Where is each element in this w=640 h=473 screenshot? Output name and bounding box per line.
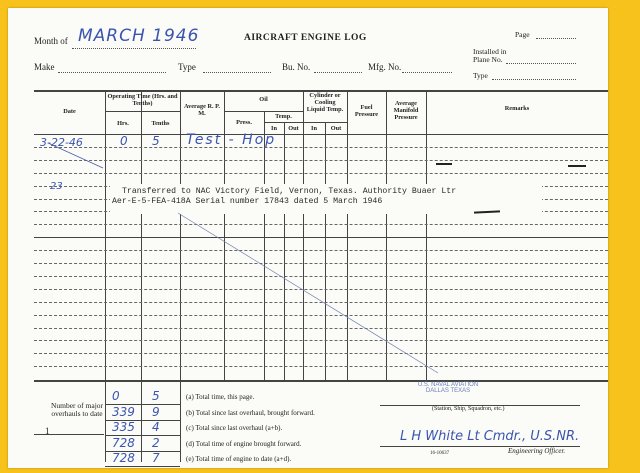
signature: L H White Lt Cmdr., U.S.NR. xyxy=(400,429,580,444)
engine-log-sheet xyxy=(8,8,608,468)
total-line xyxy=(105,466,180,467)
type2-label: Type xyxy=(473,71,488,80)
type-label: Type xyxy=(178,62,196,72)
page-title: AIRCRAFT ENGINE LOG xyxy=(244,33,367,43)
installed-label: Installed in xyxy=(473,47,507,56)
overhauls-label: Number of major overhauls to date xyxy=(50,401,104,418)
form-number: 16-10637 xyxy=(430,451,450,456)
total-tenths: 2 xyxy=(152,435,160,450)
total-col-sep xyxy=(141,382,142,462)
total-hrs: 339 xyxy=(112,404,135,419)
make-label: Make xyxy=(34,62,55,72)
col-avg-rpm: Average R. P. M. xyxy=(183,103,221,117)
month-value: MARCH 1946 xyxy=(78,26,200,46)
col-date: Date xyxy=(63,108,76,115)
total-label: (e) Total time of engine to date (a+d). xyxy=(186,455,292,463)
typed-note-line-1: Transferred to NAC Victory Field, Vernon, Texas. Authority Buaer Ltr xyxy=(122,187,457,196)
station-label: (Station, Ship, Squadron, etc.) xyxy=(432,406,505,412)
total-label: (b) Total since last overhaul, brought forward. xyxy=(186,408,315,417)
col-cyl-out: Out xyxy=(330,125,342,132)
col-hrs: Hrs. xyxy=(117,120,129,127)
total-tenths: 7 xyxy=(152,451,160,465)
mfg-no-label: Mfg. No. xyxy=(368,62,402,72)
entry-hrs-1: 0 xyxy=(120,134,128,148)
col-temp-out: Out xyxy=(288,125,299,132)
total-col-sep xyxy=(180,382,181,462)
col-fuel: Fuel Pressure xyxy=(354,104,379,118)
stamp-line-1: U.S. NAVAL AVIATION xyxy=(417,382,479,388)
total-hrs: 728 xyxy=(112,435,135,450)
entry-tenths-1: 5 xyxy=(152,134,160,148)
entry-date-2: 23 xyxy=(50,181,63,192)
plane-no-label: Plane No. xyxy=(473,55,503,64)
col-press: Press. xyxy=(236,119,252,126)
total-label: (c) Total since last overhaul (a+b). xyxy=(186,424,283,432)
total-tenths: 9 xyxy=(152,404,160,419)
col-oil: Oil xyxy=(259,96,268,103)
col-temp-in: In xyxy=(271,125,277,132)
total-tenths: 5 xyxy=(152,389,160,403)
typed-note-line-2: Aer-E-5-FEA-418A Serial number 17843 dated 5 March 1946 xyxy=(112,197,383,206)
col-remarks: Remarks xyxy=(504,105,530,112)
stamp-line-2: DALLAS TEXAS xyxy=(425,388,471,394)
total-hrs: 0 xyxy=(112,389,120,403)
col-cylinder: Cylinder or Cooling Liquid Temp. xyxy=(306,92,344,113)
overhauls-value: 1 xyxy=(45,426,50,436)
total-tenths: 4 xyxy=(152,420,160,434)
col-operating-time: Operating Time (Hrs. and Tenths) xyxy=(107,93,178,107)
col-manifold: Average Manifold Pressure xyxy=(393,100,419,121)
engineering-label: Engineering Officer. xyxy=(508,447,566,455)
entry-remark-1: Test - Hop xyxy=(186,132,277,148)
month-label: Month of xyxy=(34,36,68,46)
col-temp: Temp. xyxy=(275,113,292,120)
total-label: (a) Total time, this page. xyxy=(186,393,255,401)
page-label: Page xyxy=(515,30,530,39)
bu-no-label: Bu. No. xyxy=(282,62,311,72)
entry-date-1: 3-22-46 xyxy=(40,136,83,149)
overhauls-line xyxy=(34,434,104,435)
total-col-sep xyxy=(105,382,106,462)
total-hrs: 728 xyxy=(112,451,135,465)
station-stamp xyxy=(388,382,508,394)
col-cyl-in: In xyxy=(311,125,317,132)
cancel-stroke xyxy=(178,213,438,373)
cancel-stroke xyxy=(48,143,103,168)
total-label: (d) Total time of engine brought forward. xyxy=(186,439,302,448)
total-hrs: 335 xyxy=(112,420,135,434)
col-tenths: Tenths xyxy=(151,120,170,127)
cancel-lines xyxy=(8,8,608,468)
